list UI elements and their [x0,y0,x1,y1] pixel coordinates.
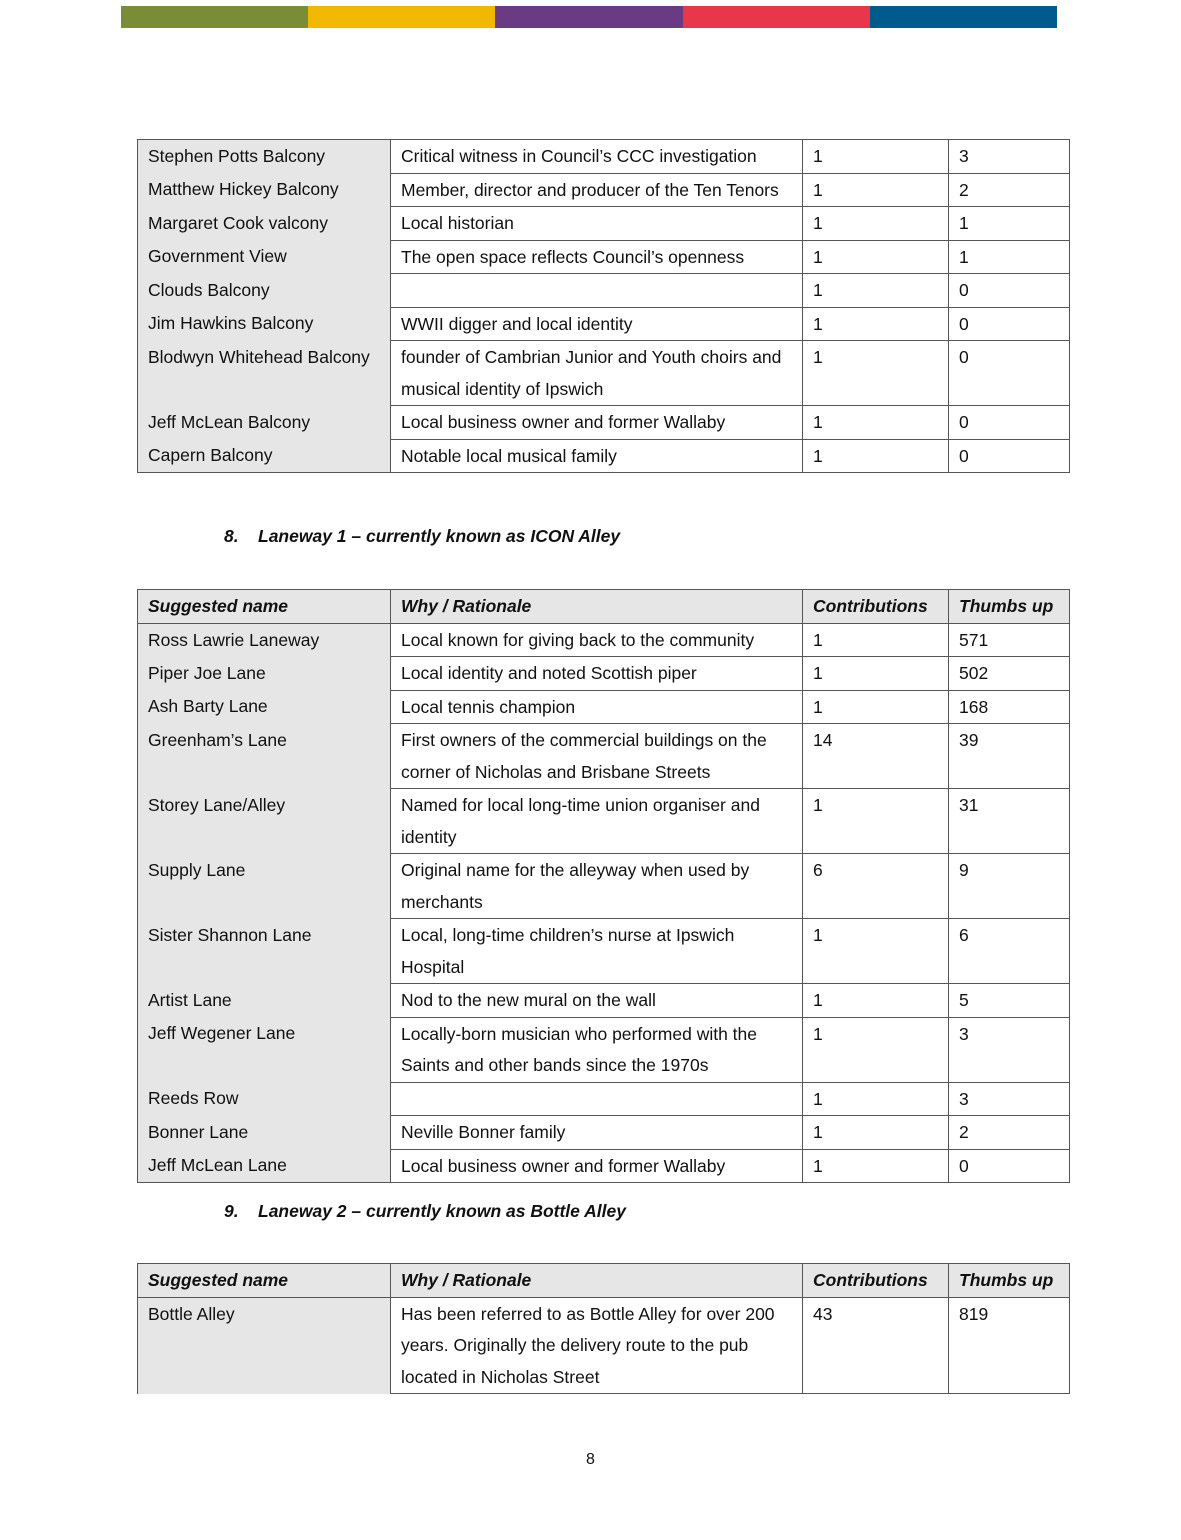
table-row [138,1017,1070,1082]
contributions-cell: 1 [803,984,949,1018]
rationale-cell: Neville Bonner family [391,1116,803,1150]
contributions-cell: 1 [803,1017,949,1082]
thumbs-up-cell: 3 [949,1082,1070,1116]
contributions-cell: 1 [803,690,949,724]
rationale-cell: founder of Cambrian Junior and Youth choirs and musical identity of Ipswich [391,341,803,406]
color-bar-segment [683,6,870,28]
table-row [138,207,1070,241]
suggested-name-cell: Jeff McLean Lane [138,1149,391,1183]
suggested-name-cell: Stephen Potts Balcony [138,140,391,174]
laneway-2-table [137,1263,1070,1394]
table-row [138,1116,1070,1150]
table-row [138,406,1070,440]
thumbs-up-cell: 31 [949,789,1070,854]
thumbs-up-cell: 6 [949,919,1070,984]
rationale-cell [391,1082,803,1116]
rationale-cell: Local identity and noted Scottish piper [391,657,803,691]
table-row [138,623,1070,657]
contributions-cell: 43 [803,1297,949,1394]
rationale-cell: Notable local musical family [391,439,803,473]
rationale-cell: Local business owner and former Wallaby [391,406,803,440]
contributions-cell: 1 [803,240,949,274]
table-row [138,341,1070,406]
thumbs-up-cell: 0 [949,341,1070,406]
balcony-table-body [138,140,1070,473]
balcony-names-table [137,139,1070,473]
column-header-suggested-name: Suggested name [138,1264,391,1298]
section-title: Laneway 1 – currently known as ICON Alley [258,526,621,546]
suggested-name-cell: Jeff McLean Balcony [138,406,391,440]
table-header-row [138,590,1070,624]
color-bar-segment [870,6,1057,28]
suggested-name-cell: Piper Joe Lane [138,657,391,691]
thumbs-up-cell: 571 [949,623,1070,657]
rationale-cell: Local known for giving back to the community [391,623,803,657]
rationale-cell: The open space reflects Council’s openness [391,240,803,274]
suggested-name-cell: Blodwyn Whitehead Balcony [138,341,391,406]
thumbs-up-cell: 168 [949,690,1070,724]
contributions-cell: 1 [803,207,949,241]
table-row [138,140,1070,174]
table-row [138,240,1070,274]
thumbs-up-cell: 9 [949,854,1070,919]
color-bar-segment [308,6,495,28]
rationale-cell: Locally-born musician who performed with the Saints and other bands since the 1970s [391,1017,803,1082]
rationale-cell: Member, director and producer of the Ten Tenors [391,173,803,207]
laneway-1-table-body [138,623,1070,1183]
contributions-cell: 1 [803,1082,949,1116]
rationale-cell: Local business owner and former Wallaby [391,1149,803,1183]
contributions-cell: 1 [803,274,949,308]
contributions-cell: 1 [803,140,949,174]
contributions-cell: 1 [803,657,949,691]
laneway-1-table [137,589,1070,1183]
thumbs-up-cell: 3 [949,1017,1070,1082]
page-number: 8 [586,1451,595,1468]
rationale-cell: Local historian [391,207,803,241]
table-row [138,439,1070,473]
thumbs-up-cell: 2 [949,1116,1070,1150]
rationale-cell: Original name for the alleyway when used by merchants [391,854,803,919]
thumbs-up-cell: 1 [949,207,1070,241]
rationale-cell: Critical witness in Council’s CCC investigation [391,140,803,174]
suggested-name-cell: Storey Lane/Alley [138,789,391,854]
column-header-thumbs-up: Thumbs up [949,1264,1070,1298]
suggested-name-cell: Artist Lane [138,984,391,1018]
section-heading-laneway-1 [224,526,620,547]
column-header-contributions: Contributions [803,590,949,624]
color-bar-segment [121,6,308,28]
suggested-name-cell: Ross Lawrie Laneway [138,623,391,657]
rationale-cell: WWII digger and local identity [391,307,803,341]
contributions-cell: 1 [803,439,949,473]
suggested-name-cell: Jeff Wegener Lane [138,1017,391,1082]
rationale-cell: First owners of the commercial buildings on the corner of Nicholas and Brisbane Streets [391,724,803,789]
rationale-cell: Named for local long-time union organiser and identity [391,789,803,854]
thumbs-up-cell: 819 [949,1297,1070,1394]
contributions-cell: 1 [803,406,949,440]
table-row [138,789,1070,854]
thumbs-up-cell: 502 [949,657,1070,691]
rationale-cell: Local tennis champion [391,690,803,724]
column-header-rationale: Why / Rationale [391,590,803,624]
column-header-suggested-name: Suggested name [138,590,391,624]
contributions-cell: 1 [803,789,949,854]
thumbs-up-cell: 0 [949,439,1070,473]
table-row [138,724,1070,789]
table-row [138,657,1070,691]
column-header-thumbs-up: Thumbs up [949,590,1070,624]
suggested-name-cell: Sister Shannon Lane [138,919,391,984]
contributions-cell: 1 [803,1116,949,1150]
table-row [138,854,1070,919]
column-header-rationale: Why / Rationale [391,1264,803,1298]
thumbs-up-cell: 5 [949,984,1070,1018]
table-row [138,173,1070,207]
contributions-cell: 1 [803,919,949,984]
table-row [138,690,1070,724]
table-row [138,307,1070,341]
rationale-cell: Local, long-time children’s nurse at Ipswich Hospital [391,919,803,984]
table-row [138,984,1070,1018]
header-color-bar [121,6,1057,28]
section-number: 9. [224,1201,239,1221]
suggested-name-cell: Bonner Lane [138,1116,391,1150]
rationale-cell: Has been referred to as Bottle Alley for over 200 years. Originally the delivery route to the pub located in Nicholas Street [391,1297,803,1394]
table-row [138,274,1070,308]
suggested-name-cell: Jim Hawkins Balcony [138,307,391,341]
section-title: Laneway 2 – currently known as Bottle Alley [258,1201,626,1221]
thumbs-up-cell: 39 [949,724,1070,789]
laneway-2-table-body [138,1297,1070,1394]
suggested-name-cell: Capern Balcony [138,439,391,473]
suggested-name-cell: Reeds Row [138,1082,391,1116]
thumbs-up-cell: 0 [949,1149,1070,1183]
thumbs-up-cell: 3 [949,140,1070,174]
contributions-cell: 1 [803,623,949,657]
contributions-cell: 1 [803,1149,949,1183]
rationale-cell: Nod to the new mural on the wall [391,984,803,1018]
suggested-name-cell: Government View [138,240,391,274]
suggested-name-cell: Clouds Balcony [138,274,391,308]
contributions-cell: 6 [803,854,949,919]
table-header-row [138,1264,1070,1298]
suggested-name-cell: Bottle Alley [138,1297,391,1394]
thumbs-up-cell: 1 [949,240,1070,274]
suggested-name-cell: Supply Lane [138,854,391,919]
thumbs-up-cell: 0 [949,274,1070,308]
column-header-contributions: Contributions [803,1264,949,1298]
table-row [138,1149,1070,1183]
color-bar-segment [495,6,682,28]
suggested-name-cell: Margaret Cook valcony [138,207,391,241]
contributions-cell: 1 [803,341,949,406]
suggested-name-cell: Matthew Hickey Balcony [138,173,391,207]
table-row [138,1082,1070,1116]
rationale-cell [391,274,803,308]
thumbs-up-cell: 0 [949,307,1070,341]
section-heading-laneway-2 [224,1201,626,1222]
table-row [138,919,1070,984]
contributions-cell: 1 [803,173,949,207]
table-row [138,1297,1070,1394]
section-number: 8. [224,526,239,546]
thumbs-up-cell: 2 [949,173,1070,207]
contributions-cell: 14 [803,724,949,789]
suggested-name-cell: Ash Barty Lane [138,690,391,724]
thumbs-up-cell: 0 [949,406,1070,440]
contributions-cell: 1 [803,307,949,341]
suggested-name-cell: Greenham’s Lane [138,724,391,789]
